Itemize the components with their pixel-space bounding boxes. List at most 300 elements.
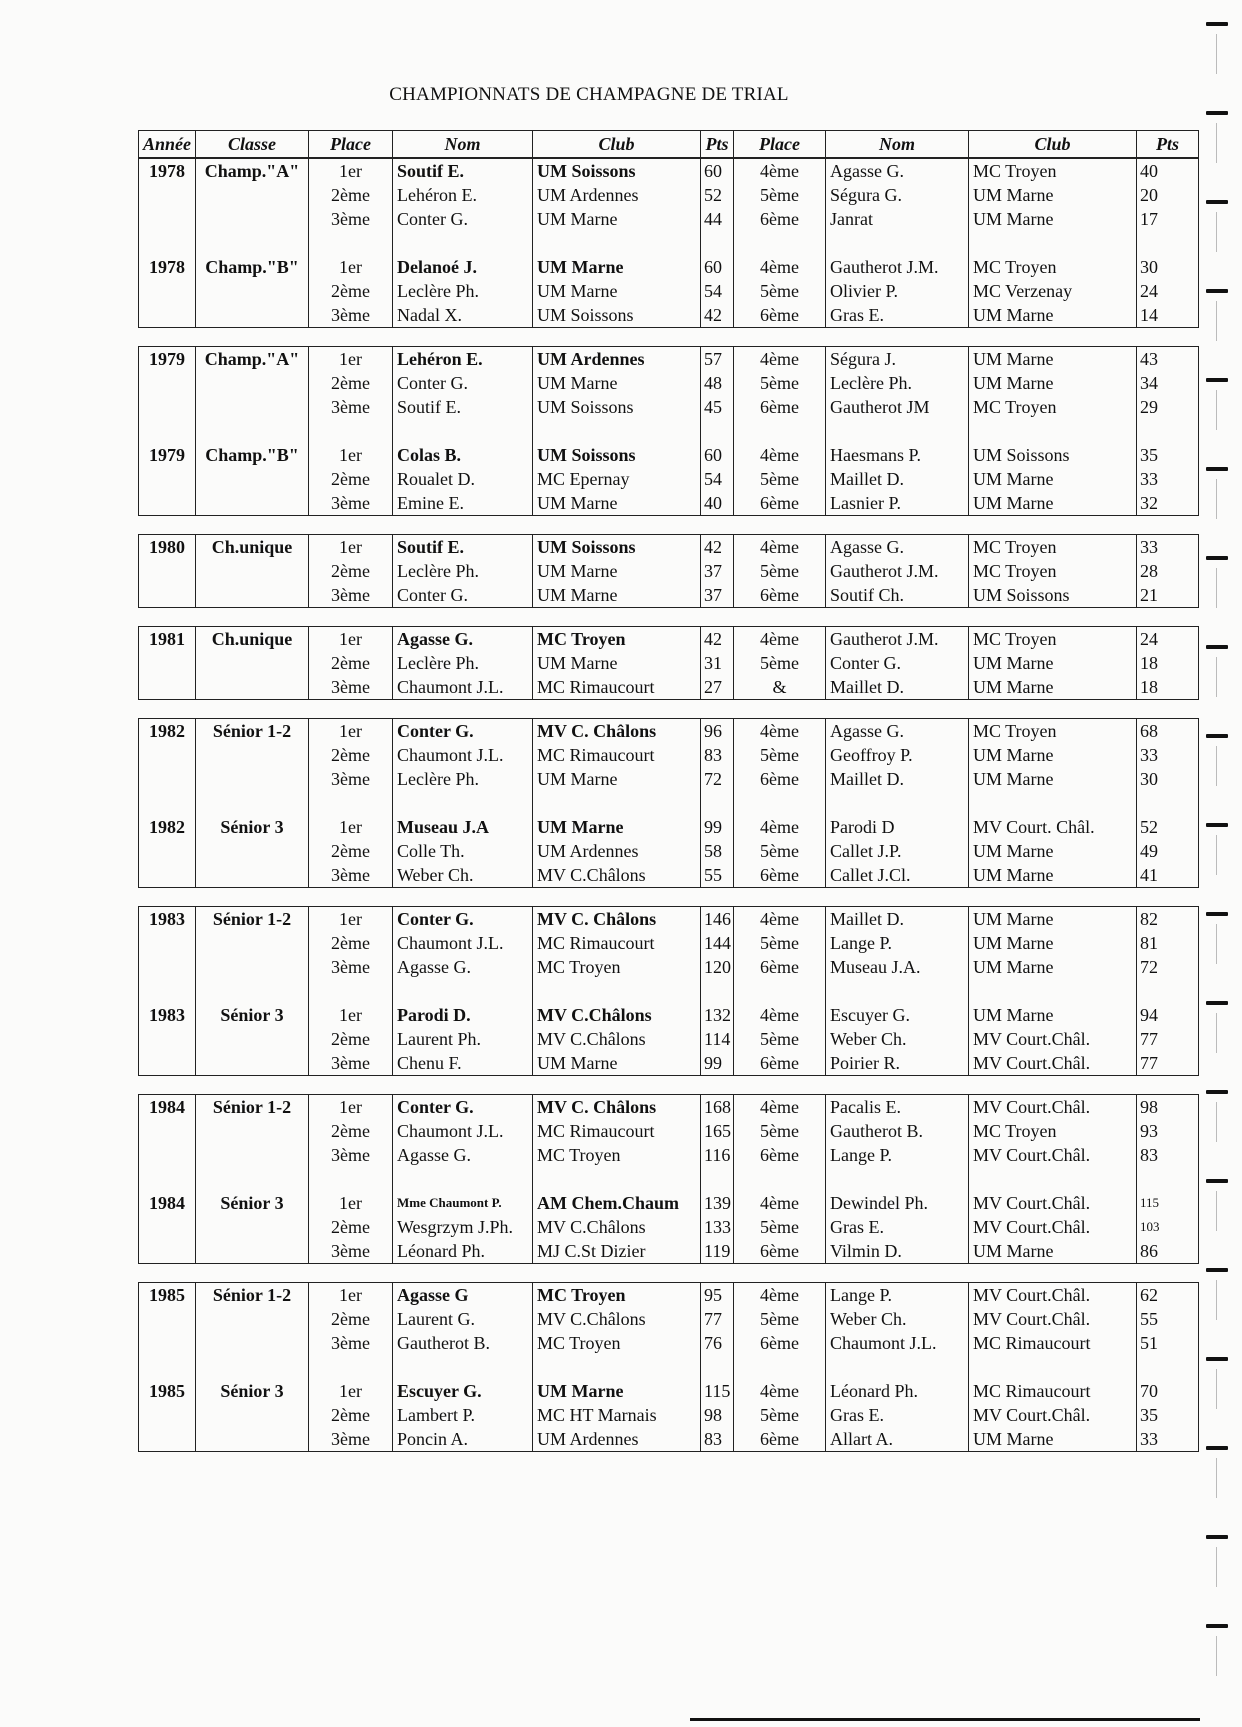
nom2-cell: Gautherot JM (826, 395, 969, 419)
empty-cell (196, 1027, 309, 1051)
binder-mark (1206, 1268, 1228, 1272)
place-cell: 3ème (309, 1051, 393, 1076)
classe-cell: Sénior 1-2 (196, 1095, 309, 1120)
place2-cell: 4ème (734, 443, 826, 467)
year-cell: 1985 (139, 1379, 196, 1403)
table-row (139, 443, 1199, 467)
table-row (139, 1403, 1199, 1427)
pts-cell: 72 (701, 767, 734, 791)
year-cell: 1981 (139, 627, 196, 652)
club-cell: MC Troyen (533, 955, 701, 979)
pts-cell: 40 (701, 491, 734, 516)
club-cell: UM Marne (533, 767, 701, 791)
nom-cell: Soutif E. (393, 535, 533, 560)
table-row (139, 395, 1199, 419)
nom-cell: Lehéron E. (393, 347, 533, 372)
club2-cell: MC Troyen (969, 627, 1137, 652)
table-row (139, 651, 1199, 675)
pts-cell: 144 (701, 931, 734, 955)
binder-line (1216, 746, 1217, 786)
binder-line (1216, 1547, 1217, 1587)
nom-cell: Parodi D. (393, 1003, 533, 1027)
club-cell: UM Soissons (533, 443, 701, 467)
nom2-cell: Geoffroy P. (826, 743, 969, 767)
header-annee: Année (139, 131, 196, 158)
place2-cell: 4ème (734, 1283, 826, 1308)
club2-cell: MC Troyen (969, 719, 1137, 744)
table-row (139, 1051, 1199, 1076)
club-cell: UM Ardennes (533, 347, 701, 372)
table-row (139, 255, 1199, 279)
pts2-cell: 51 (1137, 1331, 1199, 1355)
place-cell: 3ème (309, 1427, 393, 1452)
empty-cell (196, 395, 309, 419)
club2-cell: UM Soissons (969, 583, 1137, 608)
club-cell: MV C. Châlons (533, 1095, 701, 1120)
place-cell: 1er (309, 1191, 393, 1215)
club2-cell: UM Marne (969, 839, 1137, 863)
empty-cell (196, 1143, 309, 1167)
table-row (139, 839, 1199, 863)
pts2-cell: 70 (1137, 1379, 1199, 1403)
club2-cell: UM Marne (969, 931, 1137, 955)
header-place-2: Place (734, 131, 826, 158)
empty-cell (139, 767, 196, 791)
empty-cell (196, 675, 309, 700)
nom-cell: Soutif E. (393, 159, 533, 184)
pts-cell: 120 (701, 955, 734, 979)
empty-cell (139, 1331, 196, 1355)
binder-mark (1206, 645, 1228, 649)
empty-cell (196, 1239, 309, 1264)
empty-cell (139, 651, 196, 675)
nom-cell: Emine E. (393, 491, 533, 516)
place2-cell: 4ème (734, 159, 826, 184)
pts2-cell: 68 (1137, 719, 1199, 744)
place2-cell: 5ème (734, 1307, 826, 1331)
empty-cell (139, 371, 196, 395)
club2-cell: UM Marne (969, 651, 1137, 675)
table-row (139, 675, 1199, 700)
nom-cell: Chaumont J.L. (393, 743, 533, 767)
place-cell: 2ème (309, 279, 393, 303)
pts-cell: 58 (701, 839, 734, 863)
year-cell: 1978 (139, 159, 196, 184)
club2-cell: UM Marne (969, 491, 1137, 516)
spacer-row (139, 791, 1199, 815)
empty-cell (139, 743, 196, 767)
pts2-cell: 83 (1137, 1143, 1199, 1167)
table-row (139, 303, 1199, 328)
binder-mark (1206, 1001, 1228, 1005)
binder-mark (1206, 22, 1228, 26)
empty-cell (139, 931, 196, 955)
spacer-row (139, 231, 1199, 255)
pts2-cell: 103 (1137, 1215, 1199, 1239)
table-row (139, 207, 1199, 231)
place2-cell: 4ème (734, 255, 826, 279)
place-cell: 1er (309, 627, 393, 652)
nom2-cell: Ségura J. (826, 347, 969, 372)
club-cell: MV C.Châlons (533, 1307, 701, 1331)
pts2-cell: 30 (1137, 767, 1199, 791)
club2-cell: UM Marne (969, 1427, 1137, 1452)
year-cell: 1980 (139, 535, 196, 560)
place2-cell: 4ème (734, 815, 826, 839)
nom2-cell: Poirier R. (826, 1051, 969, 1076)
club-cell: UM Soissons (533, 535, 701, 560)
pts-cell: 42 (701, 303, 734, 328)
pts-cell: 55 (701, 863, 734, 888)
binder-mark (1206, 289, 1228, 293)
spacer-row (139, 1167, 1199, 1191)
club-cell: MC Rimaucourt (533, 1119, 701, 1143)
place-cell: 3ème (309, 767, 393, 791)
pts-cell: 42 (701, 535, 734, 560)
place2-cell: 6ème (734, 1331, 826, 1355)
nom2-cell: Weber Ch. (826, 1027, 969, 1051)
pts-cell: 48 (701, 371, 734, 395)
table-row (139, 1027, 1199, 1051)
club-cell: MC Troyen (533, 627, 701, 652)
club2-cell: MC Troyen (969, 535, 1137, 560)
pts2-cell: 18 (1137, 651, 1199, 675)
nom2-cell: Leclère Ph. (826, 371, 969, 395)
classe-cell: Sénior 3 (196, 1379, 309, 1403)
empty-cell (196, 1119, 309, 1143)
classe-cell: Sénior 1-2 (196, 907, 309, 932)
binder-mark (1206, 734, 1228, 738)
header-club-2: Club (969, 131, 1137, 158)
pts2-cell: 35 (1137, 1403, 1199, 1427)
nom-cell: Conter G. (393, 371, 533, 395)
place-cell: 1er (309, 443, 393, 467)
header-pts-2: Pts (1137, 131, 1199, 158)
nom-cell: Leclère Ph. (393, 651, 533, 675)
empty-cell (139, 183, 196, 207)
results-table (138, 130, 1198, 1470)
nom-cell: Conter G. (393, 719, 533, 744)
pts-cell: 27 (701, 675, 734, 700)
nom2-cell: Olivier P. (826, 279, 969, 303)
place2-cell: 5ème (734, 467, 826, 491)
place-cell: 1er (309, 719, 393, 744)
pts2-cell: 24 (1137, 627, 1199, 652)
club2-cell: UM Marne (969, 183, 1137, 207)
pts-cell: 45 (701, 395, 734, 419)
binder-mark (1206, 1357, 1228, 1361)
nom2-cell: Weber Ch. (826, 1307, 969, 1331)
club-cell: MC HT Marnais (533, 1403, 701, 1427)
binder-mark (1206, 556, 1228, 560)
table-row (139, 767, 1199, 791)
nom-cell: Poncin A. (393, 1427, 533, 1452)
empty-cell (139, 279, 196, 303)
place2-cell: 6ème (734, 1427, 826, 1452)
pts-cell: 139 (701, 1191, 734, 1215)
pts-cell: 116 (701, 1143, 734, 1167)
table-row (139, 1003, 1199, 1027)
place-cell: 1er (309, 347, 393, 372)
table-row (139, 1215, 1199, 1239)
binder-line (1216, 390, 1217, 430)
pts-cell: 31 (701, 651, 734, 675)
empty-cell (196, 183, 309, 207)
pts2-cell: 94 (1137, 1003, 1199, 1027)
binder-line (1216, 1280, 1217, 1320)
nom2-cell: Agasse G. (826, 535, 969, 560)
nom2-cell: Gautherot B. (826, 1119, 969, 1143)
nom-cell: Conter G. (393, 907, 533, 932)
club2-cell: MC Troyen (969, 559, 1137, 583)
pts2-cell: 29 (1137, 395, 1199, 419)
header-nom-2: Nom (826, 131, 969, 158)
empty-cell (139, 955, 196, 979)
empty-cell (139, 1051, 196, 1076)
nom-cell: Conter G. (393, 1095, 533, 1120)
place-cell: 1er (309, 255, 393, 279)
header-club: Club (533, 131, 701, 158)
nom-cell: Colle Th. (393, 839, 533, 863)
pts-cell: 37 (701, 583, 734, 608)
binder-line (1216, 1369, 1217, 1409)
pts2-cell: 34 (1137, 371, 1199, 395)
club2-cell: MC Troyen (969, 395, 1137, 419)
pts2-cell: 52 (1137, 815, 1199, 839)
table-row (139, 931, 1199, 955)
pts2-cell: 43 (1137, 347, 1199, 372)
empty-cell (139, 1119, 196, 1143)
table-row (139, 583, 1199, 608)
pts2-cell: 24 (1137, 279, 1199, 303)
bottom-rule (690, 1718, 1200, 1721)
pts2-cell: 33 (1137, 467, 1199, 491)
nom-cell: Museau J.A (393, 815, 533, 839)
nom-cell: Gautherot B. (393, 1331, 533, 1355)
place2-cell: 4ème (734, 627, 826, 652)
year-cell: 1985 (139, 1283, 196, 1308)
nom-cell: Chenu F. (393, 1051, 533, 1076)
year-block (138, 346, 1199, 516)
club-cell: MV C.Châlons (533, 1003, 701, 1027)
pts2-cell: 62 (1137, 1283, 1199, 1308)
place-cell: 1er (309, 159, 393, 184)
binder-mark (1206, 111, 1228, 115)
nom-cell: Leclère Ph. (393, 559, 533, 583)
table-row (139, 1143, 1199, 1167)
classe-cell: Sénior 1-2 (196, 1283, 309, 1308)
empty-cell (139, 1215, 196, 1239)
spacer-row (139, 979, 1199, 1003)
table-row (139, 559, 1199, 583)
place-cell: 3ème (309, 1239, 393, 1264)
pts2-cell: 82 (1137, 907, 1199, 932)
pts-cell: 132 (701, 1003, 734, 1027)
pts-cell: 119 (701, 1239, 734, 1264)
pts2-cell: 77 (1137, 1027, 1199, 1051)
club2-cell: UM Marne (969, 675, 1137, 700)
pts2-cell: 20 (1137, 183, 1199, 207)
empty-cell (139, 303, 196, 328)
club2-cell: UM Marne (969, 907, 1137, 932)
classe-cell: Ch.unique (196, 627, 309, 652)
place2-cell: 6ème (734, 1239, 826, 1264)
nom-cell: Leclère Ph. (393, 279, 533, 303)
club-cell: UM Marne (533, 1379, 701, 1403)
club2-cell: UM Marne (969, 371, 1137, 395)
club2-cell: MC Verzenay (969, 279, 1137, 303)
nom-cell: Lambert P. (393, 1403, 533, 1427)
place2-cell: 6ème (734, 207, 826, 231)
binder-line (1216, 924, 1217, 964)
pts2-cell: 14 (1137, 303, 1199, 328)
nom2-cell: Janrat (826, 207, 969, 231)
place-cell: 1er (309, 1003, 393, 1027)
year-cell: 1979 (139, 443, 196, 467)
empty-cell (196, 467, 309, 491)
empty-cell (196, 1215, 309, 1239)
year-cell: 1983 (139, 907, 196, 932)
empty-cell (139, 467, 196, 491)
pts2-cell: 28 (1137, 559, 1199, 583)
classe-cell: Sénior 1-2 (196, 719, 309, 744)
empty-cell (196, 863, 309, 888)
club2-cell: MV Court.Châl. (969, 1283, 1137, 1308)
place-cell: 2ème (309, 183, 393, 207)
place-cell: 3ème (309, 1143, 393, 1167)
empty-cell (139, 1403, 196, 1427)
place-cell: 2ème (309, 371, 393, 395)
place-cell: 3ème (309, 955, 393, 979)
nom2-cell: Gautherot J.M. (826, 559, 969, 583)
binder-line (1216, 1102, 1217, 1142)
table-row (139, 627, 1199, 652)
empty-cell (196, 839, 309, 863)
empty-cell (139, 207, 196, 231)
nom2-cell: Callet J.Cl. (826, 863, 969, 888)
club-cell: MJ C.St Dizier (533, 1239, 701, 1264)
club2-cell: UM Marne (969, 767, 1137, 791)
pts-cell: 168 (701, 1095, 734, 1120)
place2-cell: 6ème (734, 303, 826, 328)
table-row (139, 955, 1199, 979)
nom2-cell: Lasnier P. (826, 491, 969, 516)
place-cell: 3ème (309, 583, 393, 608)
pts-cell: 99 (701, 1051, 734, 1076)
place2-cell: & (734, 675, 826, 700)
nom2-cell: Escuyer G. (826, 1003, 969, 1027)
spacer-row (139, 419, 1199, 443)
place-cell: 3ème (309, 491, 393, 516)
nom2-cell: Agasse G. (826, 159, 969, 184)
binder-line (1216, 1458, 1217, 1498)
empty-cell (196, 1331, 309, 1355)
nom2-cell: Chaumont J.L. (826, 1331, 969, 1355)
empty-cell (196, 207, 309, 231)
pts-cell: 133 (701, 1215, 734, 1239)
club-cell: MC Troyen (533, 1143, 701, 1167)
table-row (139, 815, 1199, 839)
binder-mark (1206, 467, 1228, 471)
empty-cell (139, 1143, 196, 1167)
place-cell: 2ème (309, 1119, 393, 1143)
pts-cell: 83 (701, 743, 734, 767)
place2-cell: 4ème (734, 1003, 826, 1027)
place-cell: 2ème (309, 1307, 393, 1331)
classe-cell: Champ."A" (196, 159, 309, 184)
nom2-cell: Parodi D (826, 815, 969, 839)
club2-cell: MC Rimaucourt (969, 1331, 1137, 1355)
pts2-cell: 93 (1137, 1119, 1199, 1143)
table-row (139, 159, 1199, 184)
place-cell: 1er (309, 907, 393, 932)
nom2-cell: Conter G. (826, 651, 969, 675)
pts-cell: 83 (701, 1427, 734, 1452)
binder-margin (1196, 0, 1242, 1727)
place-cell: 3ème (309, 863, 393, 888)
place2-cell: 4ème (734, 719, 826, 744)
club-cell: UM Marne (533, 371, 701, 395)
empty-cell (139, 491, 196, 516)
year-cell: 1979 (139, 347, 196, 372)
pts2-cell: 98 (1137, 1095, 1199, 1120)
binder-line (1216, 835, 1217, 875)
club-cell: UM Ardennes (533, 839, 701, 863)
nom2-cell: Gras E. (826, 1403, 969, 1427)
table-row (139, 1239, 1199, 1264)
place2-cell: 5ème (734, 743, 826, 767)
place2-cell: 4ème (734, 1095, 826, 1120)
pts-cell: 146 (701, 907, 734, 932)
nom-cell: Soutif E. (393, 395, 533, 419)
club2-cell: MV Court.Châl. (969, 1307, 1137, 1331)
table-row (139, 1191, 1199, 1215)
club-cell: UM Soissons (533, 303, 701, 328)
pts-cell: 96 (701, 719, 734, 744)
empty-cell (139, 559, 196, 583)
empty-cell (196, 371, 309, 395)
binder-mark (1206, 912, 1228, 916)
pts-cell: 44 (701, 207, 734, 231)
nom-cell: Roualet D. (393, 467, 533, 491)
place-cell: 1er (309, 1095, 393, 1120)
club-cell: UM Soissons (533, 159, 701, 184)
binder-mark (1206, 378, 1228, 382)
place2-cell: 5ème (734, 1119, 826, 1143)
place-cell: 2ème (309, 467, 393, 491)
club-cell: MC Rimaucourt (533, 675, 701, 700)
nom2-cell: Maillet D. (826, 907, 969, 932)
place2-cell: 5ème (734, 1215, 826, 1239)
pts2-cell: 49 (1137, 839, 1199, 863)
nom2-cell: Agasse G. (826, 719, 969, 744)
club-cell: UM Ardennes (533, 1427, 701, 1452)
club-cell: UM Soissons (533, 395, 701, 419)
binder-line (1216, 123, 1217, 163)
club2-cell: MV Court. Châl. (969, 815, 1137, 839)
empty-cell (139, 395, 196, 419)
nom-cell: Wesgrzym J.Ph. (393, 1215, 533, 1239)
pts-cell: 95 (701, 1283, 734, 1308)
place-cell: 2ème (309, 839, 393, 863)
nom-cell: Agasse G. (393, 1143, 533, 1167)
binder-mark (1206, 823, 1228, 827)
place-cell: 1er (309, 815, 393, 839)
place-cell: 3ème (309, 395, 393, 419)
club2-cell: UM Marne (969, 467, 1137, 491)
club2-cell: UM Soissons (969, 443, 1137, 467)
header-nom: Nom (393, 131, 533, 158)
